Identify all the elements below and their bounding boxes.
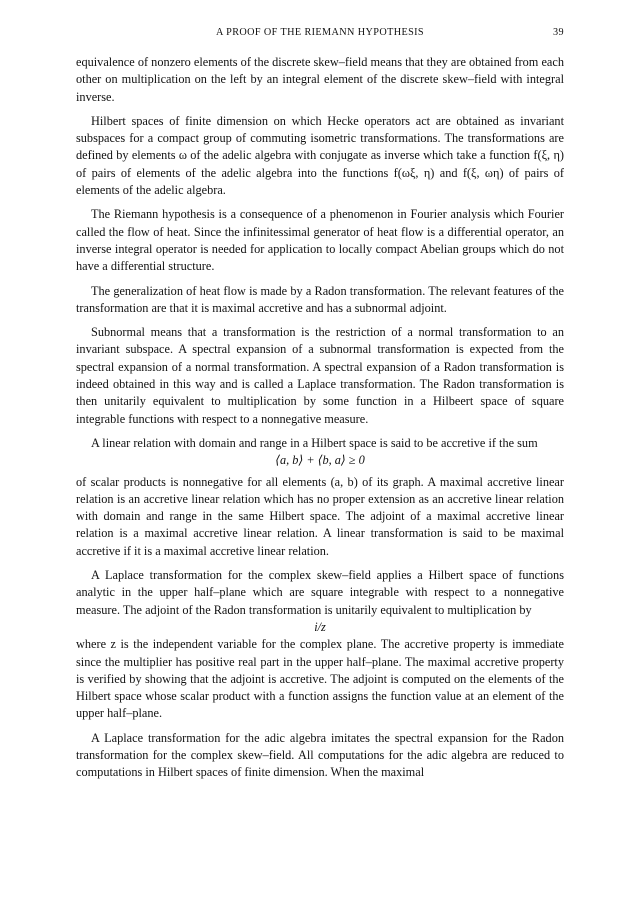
- paragraph-4: The generalization of heat flow is made by a Radon transformation. The relevant features of the transformation are that it is maximal accretive and has a subnormal adjoint.: [76, 283, 564, 315]
- paragraph-8: A Laplace transformation for the complex skew–field applies a Hilbert space of functions analytic in the upper half–plane which are square integrable with respect to a nonnegative measure. The adjoint of the Radon transformation is unitarily equivalent to multiplication by: [76, 568, 564, 617]
- body-text: [76, 54, 564, 789]
- equation-accretive-sum: ⟨a, b⟩ + ⟨b, a⟩ ≥ 0: [275, 453, 365, 468]
- paragraph-1: equivalence of nonzero elements of the discrete skew–field means that they are obtained from each other on multiplication on the left by an integral element of the discrete skew–field with integral inverse.: [76, 55, 564, 104]
- paragraph-2: Hilbert spaces of finite dimension on which Hecke operators act are obtained as invariant subspaces for a compact group of commuting isometric transformations. The transformations are defined by elements ω of the adelic algebra with conjugate as inverse which take a function f(ξ, η) of pairs of elements of the adelic algebra into the functions f(ωξ, η) and f(ξ, ωη) of pairs of elements of the adelic algebra.: [76, 113, 564, 198]
- running-header: [76, 27, 564, 43]
- paragraph-7: of scalar products is nonnegative for all elements (a, b) of its graph. A maximal accretive linear relation is an accretive linear relation which has no proper extension as an accretive linear relation with domain and range in the same Hilbert space. The adjoint of a maximal accretive linear relation is a maximal accretive linear relation. A linear transformation is said to be maximal accretive if it is a maximal accretive linear relation.: [76, 474, 564, 558]
- running-title: A PROOF OF THE RIEMANN HYPOTHESIS: [215, 27, 424, 38]
- paragraph-5: Subnormal means that a transformation is the restriction of a normal transformation to an invariant subspace. A spectral expansion of a subnormal transformation is expected from the spectral expansion of a normal transformation. A spectral expansion of a Radon transformation is indeed obtained in this way and is called a Laplace transformation. The Radon transformation is then unitarily equivalent to multiplication by some function in a Hilbeert space of square integrable functions with respect to a nonnegative measure.: [76, 325, 564, 426]
- paragraph-9: where z is the independent variable for the complex plane. The accretive property is immediate since the multiplier has positive real part in the upper half–plane. The maximal accretive property is verified by showing that the adjoint is accretive. The adjoint is computed on the elements of the Hilbert space whose scalar product with a function assigns the function value at an element of the upper half–plane.: [76, 637, 564, 721]
- paragraph-3: The Riemann hypothesis is a consequence of a phenomenon in Fourier analysis which Fourier called the flow of heat. Since the infinitessimal generator of heat flow is a differential operator, an inverse integral operator is needed for application to locally compact Abelian groups which do not have a differential structure.: [76, 207, 564, 274]
- page-number: 39: [553, 27, 564, 38]
- equation-multiplier: i/z: [314, 619, 326, 634]
- paragraph-10: A Laplace transformation for the adic algebra imitates the spectral expansion for the Radon transformation for the complex skew–field. All computations for the adic algebra are reduced to computations in Hilbert spaces of finite dimension. When the maximal: [76, 730, 564, 780]
- paragraph-6: A linear relation with domain and range in a Hilbert space is said to be accretive if the sum: [91, 435, 538, 450]
